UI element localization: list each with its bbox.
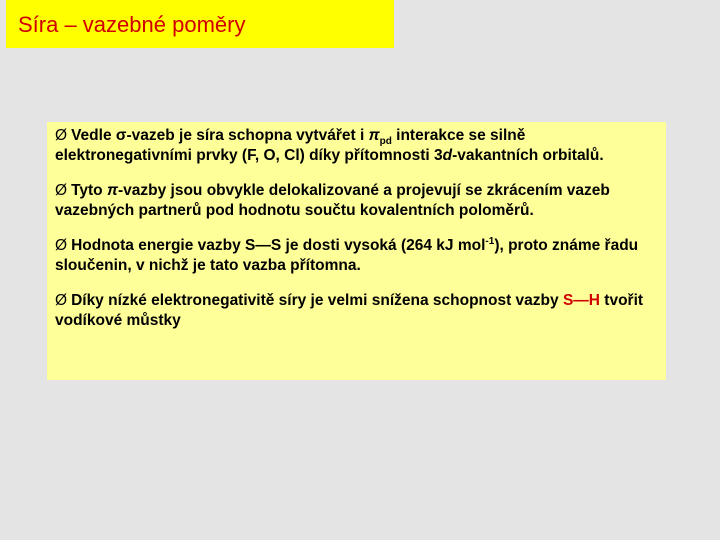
bullet-4 [55,291,658,331]
bullet-1 [55,126,658,166]
bullet-arrow-icon: Ø [55,182,68,199]
d-orbital: d [442,147,453,164]
bullet-2 [55,181,658,221]
bullet-1-text-b: interakce se silně elektronegativními prvky (F, O, Cl) díky přítomnosti 3 [55,127,526,164]
bullet-4-text-b: tvořit vodíkové můstky [55,292,644,329]
bullet-arrow-icon: Ø [55,127,68,144]
bullet-1-text-c: -vakantních orbitalů. [452,147,604,164]
bullet-2-text-b: -vazby jsou obvykle delokalizované a projevují se zkrácením vazeb vazebných partnerů pod hodnotu součtu kovalentních poloměrů. [55,182,610,219]
bullet-3-text-b: ), proto známe řadu sloučenin, v nichž je tato vazba přítomna. [55,237,639,274]
bullet-3 [55,236,658,276]
bullet-4-text-a: Díky nízké elektronegativitě síry je velmi snížena schopnost vazby [71,292,563,309]
content-box [47,122,666,380]
exponent: -1 [485,235,495,247]
pi-symbol: π [106,182,118,199]
bullet-1-text-a: Vedle σ-vazeb je síra schopna vytvářet i [71,127,369,144]
slide-title: Síra – vazebné poměry [18,12,246,37]
pi-subscript: pd [379,136,392,148]
bullet-3-text-a: Hodnota energie vazby S—S je dosti vysoká (264 kJ mol [71,237,486,254]
title-box [6,0,394,48]
sh-bond-label: S—H [562,292,600,309]
pi-symbol: π [368,127,380,144]
bullet-2-text-a: Tyto [71,182,107,199]
bullet-arrow-icon: Ø [55,237,68,254]
bullet-arrow-icon: Ø [55,292,68,309]
